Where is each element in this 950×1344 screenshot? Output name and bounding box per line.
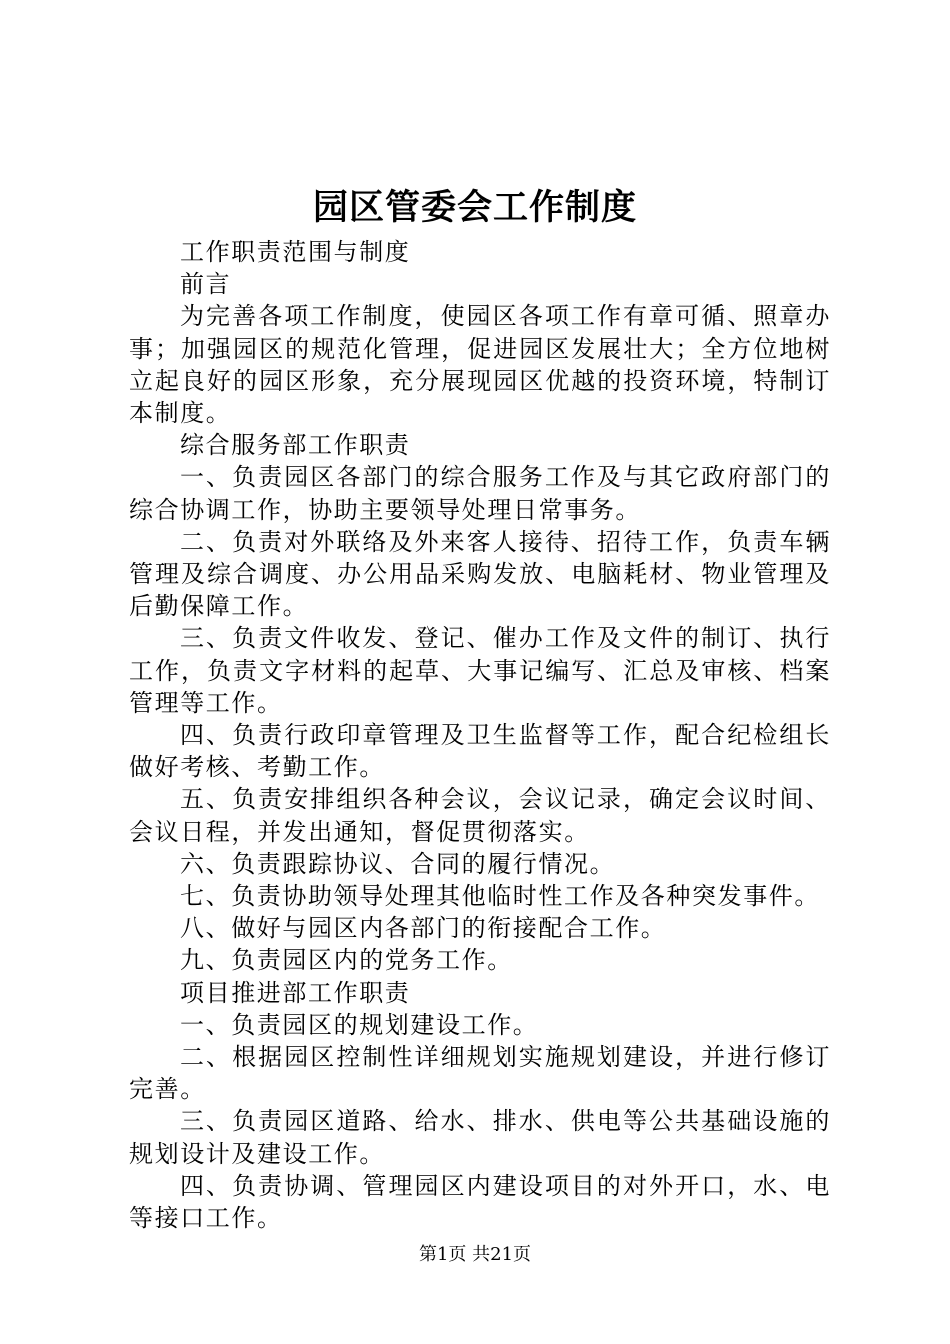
paragraph: 八、做好与园区内各部门的衔接配合工作。	[180, 914, 667, 943]
paragraph: 前言	[180, 270, 232, 299]
paragraph: 一、负责园区各部门的综合服务工作及与其它政府部门的综合协调工作，协助主要领导处理日常事务。	[129, 463, 831, 524]
paragraph: 三、负责文件收发、登记、催办工作及文件的制订、执行工作，负责文字材料的起草、大事记编写、汇总及审核、档案管理等工作。	[129, 624, 831, 717]
paragraph: 七、负责协助领导处理其他临时性工作及各种突发事件。	[180, 882, 820, 911]
paragraph: 一、负责园区的规划建设工作。	[180, 1010, 539, 1039]
paragraph: 五、负责安排组织各种会议，会议记录，确定会议时间、会议日程，并发出通知，督促贯彻落实。	[129, 785, 831, 846]
paragraph: 项目推进部工作职责	[180, 978, 411, 1007]
paragraph: 二、负责对外联络及外来客人接待、招待工作，负责车辆管理及综合调度、办公用品采购发放、电脑耗材、物业管理及后勤保障工作。	[129, 527, 831, 621]
paragraph: 为完善各项工作制度，使园区各项工作有章可循、照章办事；加强园区的规范化管理，促进园区发展壮大；全方位地树立起良好的园区形象，充分展现园区优越的投资环境，特制订本制度。	[129, 302, 831, 428]
paragraph: 三、负责园区道路、给水、排水、供电等公共基础设施的规划设计及建设工作。	[129, 1107, 831, 1168]
paragraph: 四、负责行政印章管理及卫生监督等工作，配合纪检组长做好考核、考勤工作。	[129, 721, 831, 782]
paragraph: 四、负责协调、管理园区内建设项目的对外开口，水、电等接口工作。	[129, 1171, 831, 1233]
paragraph: 六、负责跟踪协议、合同的履行情况。	[180, 849, 616, 878]
document-title: 园区管委会工作制度	[312, 187, 637, 228]
page-footer: 第1页 共21页	[418, 1244, 532, 1265]
paragraph: 九、负责园区内的党务工作。	[180, 946, 513, 975]
paragraph: 工作职责范围与制度	[180, 238, 411, 266]
document-body	[129, 236, 831, 1234]
paragraph: 综合服务部工作职责	[180, 431, 411, 460]
paragraph: 二、根据园区控制性详细规划实施规划建设，并进行修订完善。	[129, 1043, 831, 1104]
